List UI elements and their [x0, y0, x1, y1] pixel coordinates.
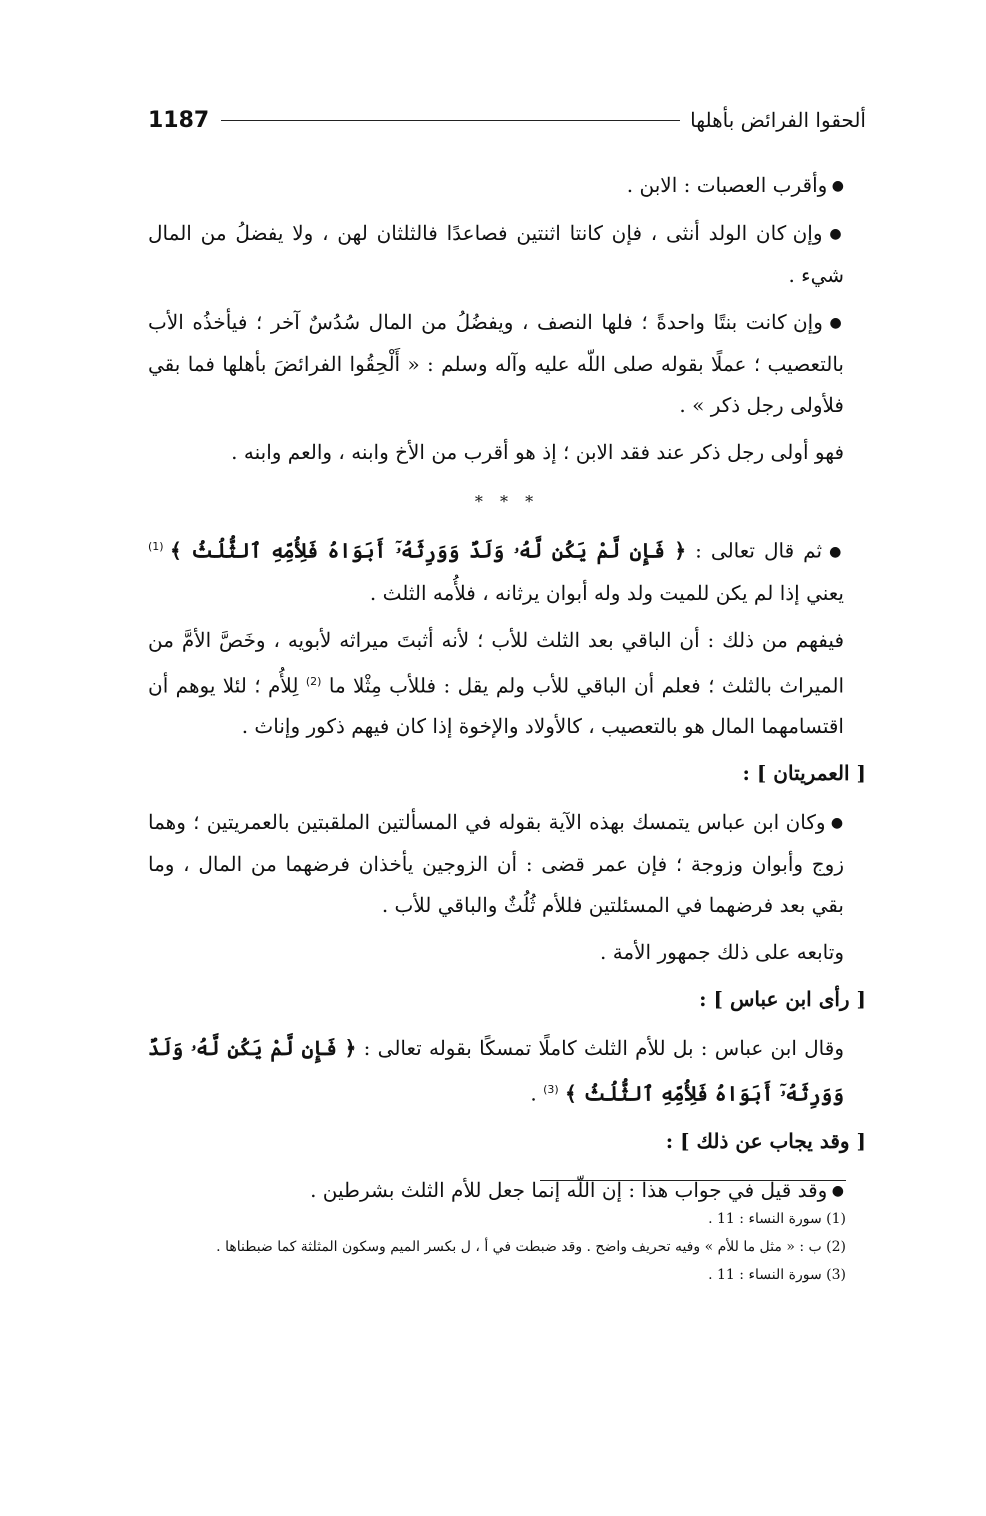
page-body [148, 165, 866, 1218]
section-heading [148, 1121, 866, 1162]
bracket-close: ] : [665, 1128, 690, 1153]
paragraph: ● وكان ابن عباس يتمسك بهذه الآية بقوله في المسألتين الملقبتين بالعمريتين ؛ وهما زوج وأبوان وزوجة ؛ فإن عمر قضى : أن الزوجين يأخذان فرضهما من المال ، وما بقي بعد فرضهما في المسئلتين فللأم ثُلُثٌ والباقي للأب . [148, 802, 866, 926]
page-number: 1187 [148, 107, 210, 133]
footnote-rule [540, 1180, 846, 1181]
paragraph: ● وإن كانت بنتًا واحدةً ؛ فلها النصف ، ويفضُلُ من المال سُدُسٌ آخر ؛ فيأخذُه الأب بالتعصيب ؛ عملًا بقوله صلى اللّه عليه وآله وسلم : « أَلْحِقُوا الفرائضَ بأهلها فما بقي فلأولى رجل ذكر » . [148, 302, 866, 426]
paragraph: وتابعه على ذلك جمهور الأمة . [599, 940, 844, 965]
bracket-open: [ [856, 761, 866, 786]
heading-title: رأى ابن عباس [729, 987, 850, 1012]
paragraph-rest: يعني إذا لم يكن للميت ولد وله أبوان يرثانه ، فلأُمه الثلث . [369, 580, 844, 605]
paragraph: ● وأقرب العصبات : الابن . [148, 165, 866, 207]
section-heading [148, 979, 866, 1020]
paragraph [148, 620, 866, 748]
bracket-open: [ [856, 987, 866, 1012]
footnote-ref: (1) [148, 540, 164, 553]
quran-verse: ﴿ فَإِن لَّمْ يَكُن لَّهُۥ وَلَدٌ وَوَرِثَهُۥٓ أَبَوَاهُ فَلِأُمِّهِ ٱلثُّلُثُ ﴾ [169, 538, 687, 563]
paragraph-prefix: وقال ابن عباس : بل للأم الثلث كاملًا تمسكًا بقوله تعالى : [363, 1036, 844, 1061]
footnote-ref: (3) [543, 1083, 559, 1097]
paragraph: فهو أولى رجل ذكر عند فقد الابن ؛ إذ هو أقرب من الأخ وابنه ، والعم وابنه . [231, 440, 844, 464]
paragraph: ● وقد قيل في جواب هذا : إن اللّه إنما جعل للأم الثلث بشرطين . [148, 1170, 866, 1212]
footnote: (1) سورة النساء : 11 . [708, 1211, 846, 1227]
footnote-ref: (2) [305, 674, 322, 688]
paragraph-quran-verse [148, 526, 866, 614]
paragraph: ● وإن كان الولد أنثى ، فإن كانتا اثنتين فصاعدًا فالثلثان لهن ، ولا يفضلُ من المال شيء . [148, 213, 866, 296]
footnotes [148, 1205, 846, 1289]
bracket-close: ] : [742, 761, 767, 786]
heading-title: العمريتان [773, 761, 850, 786]
paragraph-suffix: . [530, 1081, 537, 1106]
bracket-open: [ [856, 1128, 866, 1153]
footnote: (3) سورة النساء : 11 . [708, 1267, 846, 1283]
heading-title: وقد يجاب عن ذلك [696, 1128, 850, 1153]
header-rule [221, 120, 680, 121]
section-separator: * * * [474, 492, 540, 511]
paragraph-prefix: ثم قال تعالى : [695, 538, 823, 563]
bracket-close: ] : [699, 987, 723, 1012]
quran-verse: ﴿ فَإِن لَّمْ يَكُن لَّهُۥ وَلَدٌ وَوَرِثَهُۥٓ أَبَوَاهُ فَلِأُمِّهِ ٱلثُّلُثُ ﴾ [148, 1036, 844, 1106]
section-heading [148, 753, 866, 794]
paragraph-part: لِلأُم ؛ لئلا يوهم أن اقتسامهما المال هو بالتعصيب ، كالأولاد والإخوة إذا كان فيهم ذكور وإناث . [148, 673, 844, 739]
running-title: ألحقوا الفرائض بأهلها [690, 108, 866, 132]
paragraph-quran-verse [148, 1028, 866, 1115]
footnote: (2) ب : « مثل ما للأم » وفيه تحريف واضح . وقد ضبطت في أ ، ل بكسر الميم وسكون المثلثة كما ضبطناها . [216, 1239, 846, 1255]
page-header [148, 100, 866, 140]
paragraph-part: فيفهم من ذلك : أن الباقي بعد الثلث للأب ؛ لأنه أثبتَ ميراثه لأبويه ، وخَصَّ الأمَّ من الميراث بالثلث ؛ فعلم أن الباقي للأب ولم يقل : فللأب مِثْلا ما [148, 627, 845, 698]
